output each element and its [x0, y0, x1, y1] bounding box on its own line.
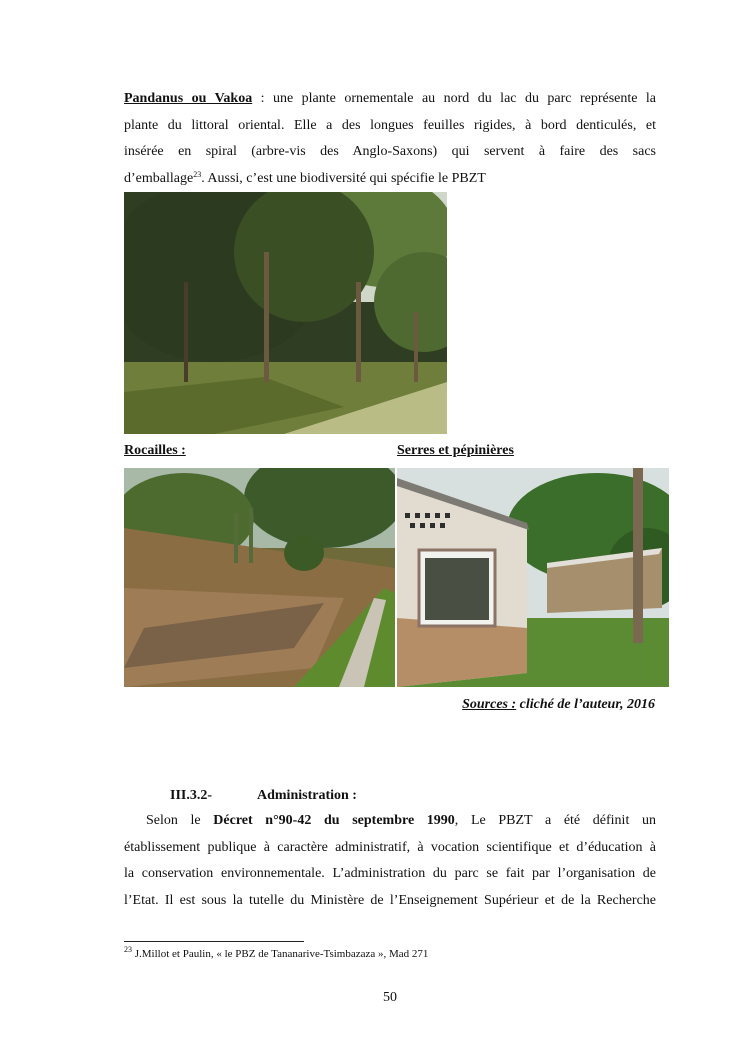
- paragraph-line: établissement publique à caractère administratif, à vocation scientifique et d’éducation à: [124, 839, 656, 855]
- pandanus-photo: [124, 192, 447, 434]
- source-text: cliché de l’auteur, 2016: [516, 697, 655, 712]
- photo-source: [462, 697, 655, 713]
- footnote-reference: 23: [193, 169, 202, 179]
- paragraph-line: d’emballage$^{23}$. Aussi, c’est une biodiversité qui spécifie le PBZT: [124, 169, 486, 186]
- paragraph-line: la conservation environnementale. L’administration du parc se fait par l’organisation de: [124, 866, 656, 881]
- section-number: III.3.2-: [170, 788, 213, 803]
- footnote-number: 23: [124, 945, 132, 954]
- serres-photo: [397, 468, 669, 687]
- rocailles-photo: [124, 468, 395, 687]
- footnote-text: J.Millot et Paulin, « le PBZ de Tananarive-Tsimbazaza », Mad 271: [132, 948, 429, 960]
- footnote-divider: [124, 941, 304, 942]
- section-title: Administration :: [257, 788, 357, 803]
- administration-paragraph: [124, 808, 656, 914]
- footnote: [124, 945, 429, 960]
- pandanus-term: Pandanus ou Vakoa: [124, 91, 253, 106]
- paragraph-line: plante du littoral oriental. Elle a des longues feuilles rigides, à bord denticulés, et: [124, 117, 656, 133]
- serres-caption: Serres et pépinières: [397, 443, 514, 458]
- rocailles-caption: Rocailles :: [124, 443, 186, 458]
- paragraph-line: insérée en spiral (arbre-vis des Anglo-Saxons) qui servent à faire des sacs: [124, 144, 656, 159]
- paragraph-line: Pandanus ou Vakoa : une plante ornementale au nord du lac du parc représente la: [124, 91, 657, 106]
- pandanus-paragraph: [124, 86, 656, 192]
- paragraph-line: l’Etat. Il est sous la tutelle du Ministère de l’Enseignement Supérieur et de la Recherche: [124, 892, 656, 908]
- decree-reference: Décret n°90-42 du septembre 1990: [213, 813, 455, 828]
- page-number: 50: [383, 990, 397, 1005]
- paragraph-line: Selon le Décret n°90-42 du septembre 1990, Le PBZT a été définit un: [146, 813, 656, 828]
- source-label: Sources :: [462, 697, 517, 712]
